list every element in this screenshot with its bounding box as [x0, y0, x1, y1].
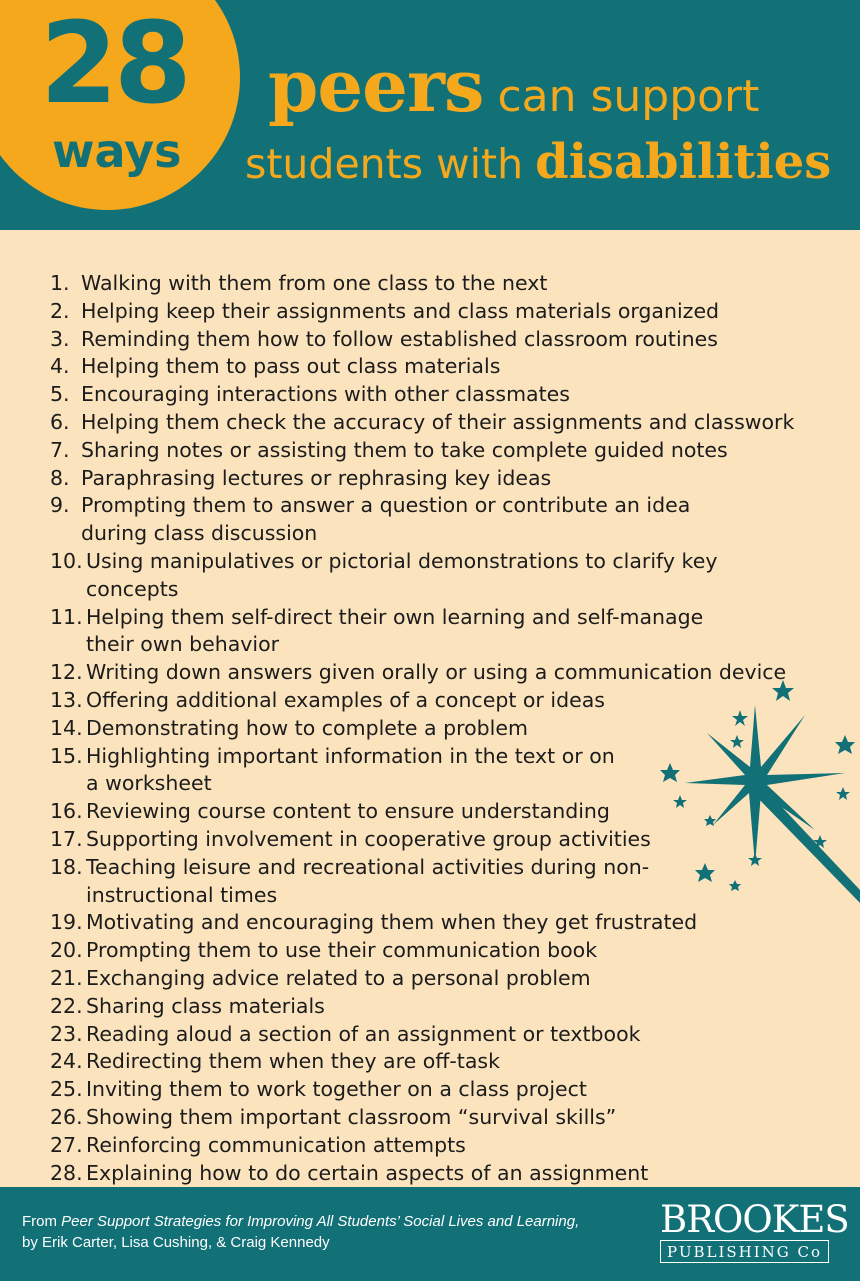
list-item-number: 18. — [50, 854, 83, 879]
list-item — [50, 1160, 810, 1188]
list-item-text: Reminding them how to follow established classroom routines — [81, 326, 718, 351]
list-item-number: 1. — [50, 271, 70, 295]
list-item-text: Reading aloud a section of an assignment or textbook — [86, 1021, 641, 1046]
list-item-number: 23. — [50, 1021, 83, 1046]
list-item-number: 8. — [50, 465, 70, 490]
title-students-with: students with — [245, 140, 524, 188]
list-item-number: 21. — [50, 965, 83, 990]
list-item-text: Offering additional examples of a concept or ideas — [86, 687, 605, 712]
list-item-number: 19. — [50, 910, 83, 935]
list-item-text: Helping them to pass out class materials — [81, 354, 501, 379]
list-item-text: Motivating and encouraging them when they get frustrated — [86, 910, 698, 935]
list-item — [50, 298, 810, 326]
title-can-support: can support — [497, 71, 760, 122]
list-item-number: 9. — [50, 493, 70, 518]
list-item-number: 26. — [50, 1104, 83, 1129]
list-item-number: 16. — [50, 799, 83, 824]
list-item-text: Demonstrating how to complete a problem — [86, 715, 528, 740]
list-item — [50, 937, 810, 965]
header-banner — [0, 0, 860, 230]
list-item-number: 22. — [50, 993, 83, 1018]
list-item-text: Reinforcing communication attempts — [86, 1132, 466, 1157]
list-item — [50, 1048, 810, 1076]
sparkle-star-icon — [655, 675, 860, 925]
list-item-text: Highlighting important information in the text or on a worksheet — [86, 743, 615, 796]
list-item-text: Helping them check the accuracy of their assignments and classwork — [81, 409, 795, 434]
list-item — [50, 326, 810, 354]
list-item-text: Writing down answers given orally or using a communication device — [86, 660, 787, 685]
list-item-number: 6. — [50, 409, 70, 434]
list-item-text: Helping them self-direct their own learning and self-manage their own behavior — [86, 604, 704, 657]
logo-sub: PUBLISHING Co — [660, 1240, 829, 1263]
list-item-number: 25. — [50, 1077, 83, 1102]
list-item-text: Sharing class materials — [86, 993, 325, 1018]
list-item — [50, 381, 810, 409]
list-item-text: Supporting involvement in cooperative group activities — [86, 826, 651, 851]
badge-ways: ways — [52, 124, 182, 178]
list-item-number: 10. — [50, 548, 83, 573]
list-item — [50, 993, 810, 1021]
list-item-text: Explaining how to do certain aspects of an assignment — [86, 1160, 649, 1185]
list-item-number: 14. — [50, 715, 83, 740]
list-item — [50, 1076, 810, 1104]
list-item — [50, 465, 810, 493]
list-item-number: 2. — [50, 298, 70, 323]
title-line-2 — [245, 134, 832, 190]
list-item — [50, 437, 810, 465]
logo-main: BROOKES — [660, 1198, 849, 1241]
badge-number: 28 — [40, 0, 188, 129]
list-item-text: Encouraging interactions with other classmates — [81, 382, 570, 407]
list-item-text: Walking with them from one class to the next — [81, 271, 548, 295]
list-item-text: Paraphrasing lectures or rephrasing key ideas — [81, 465, 552, 490]
list-item-text: Prompting them to answer a question or contribute an idea during class discussion — [81, 493, 691, 546]
list-item — [50, 965, 810, 993]
list-item-text: Helping keep their assignments and class materials organized — [81, 298, 720, 323]
list-item-text: Showing them important classroom “survival skills” — [86, 1104, 617, 1129]
title-line-1 — [268, 43, 760, 128]
list-item-number: 15. — [50, 743, 83, 768]
list-item-text: Reviewing course content to ensure understanding — [86, 799, 610, 824]
list-item-number: 3. — [50, 326, 70, 351]
list-item-text: Prompting them to use their communication book — [86, 938, 598, 963]
list-item-text: Redirecting them when they are off-task — [86, 1049, 500, 1074]
list-item — [50, 492, 810, 548]
brookes-logo — [660, 1198, 849, 1267]
list-item-number: 4. — [50, 354, 70, 379]
list-item — [50, 1021, 810, 1049]
list-item — [50, 270, 810, 298]
title-disabilities: disabilities — [535, 134, 832, 190]
list-item-number: 20. — [50, 938, 83, 963]
list-item-number: 12. — [50, 660, 83, 685]
book-title: Peer Support Strategies for Improving All Students’ Social Lives and Learning, — [61, 1213, 580, 1230]
list-item-number: 5. — [50, 382, 70, 407]
citation-line-1 — [22, 1211, 579, 1232]
list-item — [50, 548, 810, 604]
list-item — [50, 1132, 810, 1160]
list-item-text: Sharing notes or assisting them to take complete guided notes — [81, 437, 728, 462]
list-item — [50, 409, 810, 437]
footer-banner — [0, 1187, 860, 1281]
list-item — [50, 353, 810, 381]
title-peers: peers — [268, 43, 484, 128]
list-item-number: 27. — [50, 1132, 83, 1157]
list-item-number: 24. — [50, 1049, 83, 1074]
list-item-text: Teaching leisure and recreational activities during non- instructional times — [86, 854, 650, 907]
list-item-number: 7. — [50, 437, 70, 462]
citation-from: From — [22, 1213, 62, 1230]
list-item-number: 13. — [50, 687, 83, 712]
list-item-text: Inviting them to work together on a class project — [86, 1077, 587, 1102]
list-item-number: 28. — [50, 1160, 83, 1185]
list-item-number: 11. — [50, 604, 83, 629]
list-item-text: Exchanging advice related to a personal problem — [86, 965, 591, 990]
citation — [22, 1211, 579, 1253]
list-item-text: Using manipulatives or pictorial demonstrations to clarify key concepts — [86, 548, 718, 601]
list-item — [50, 604, 810, 660]
list-item — [50, 1104, 810, 1132]
list-item-number: 17. — [50, 826, 83, 851]
citation-authors: by Erik Carter, Lisa Cushing, & Craig Kennedy — [22, 1234, 330, 1251]
